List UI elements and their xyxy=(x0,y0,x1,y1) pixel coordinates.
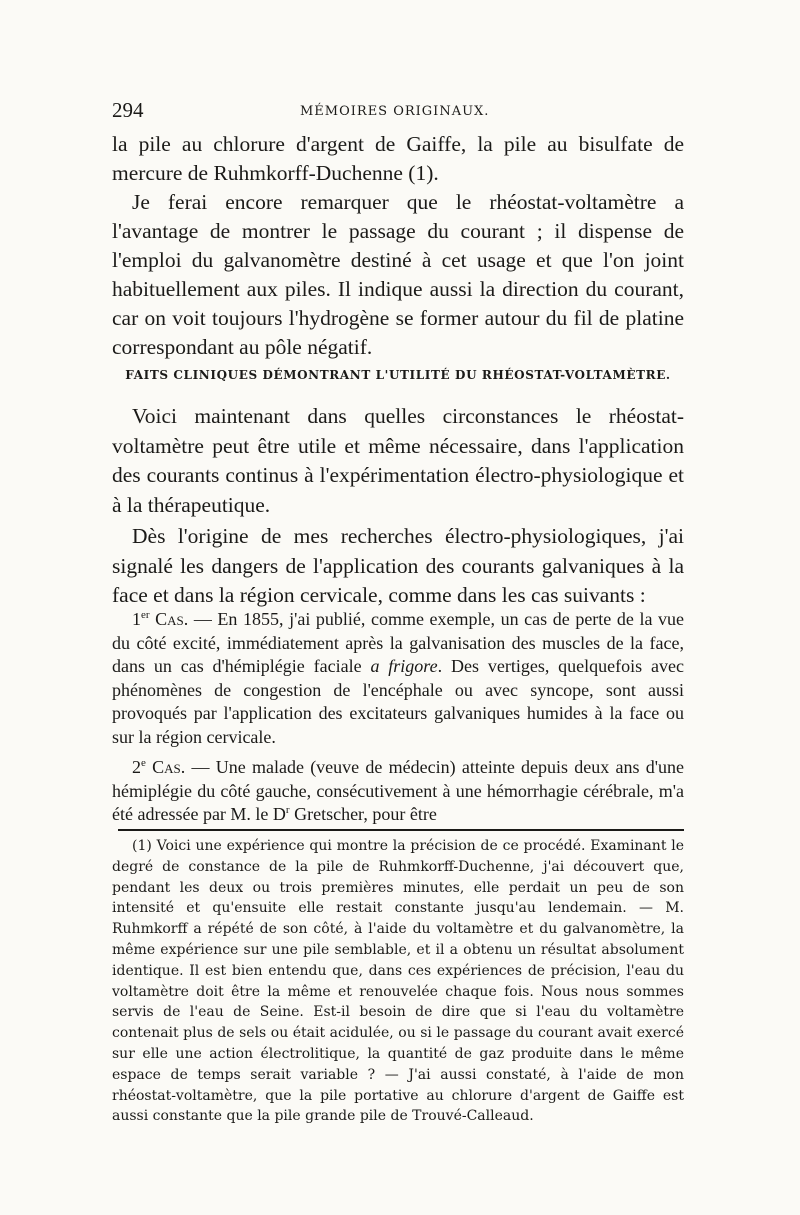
case-list xyxy=(112,608,684,834)
paragraph: Je ferai encore remarquer que le rhéostat-voltamètre a l'avantage de montrer le passage du courant ; il dispense de l'emploi du galvanomètre destiné à cet usage et que l'on joint habituellement aux piles. Il indique aussi la direction du courant, car on voit toujours l'hydrogène se former autour du fil de platine correspondant au pôle négatif. xyxy=(112,190,684,359)
section-heading: FAITS CLINIQUES DÉMONTRANT L'UTILITÉ DU RHÉOSTAT-VOLTAMÈTRE. xyxy=(125,368,671,382)
case-number: 2 xyxy=(132,757,141,777)
case-paragraph xyxy=(112,756,684,827)
case-ordinal: er xyxy=(141,609,150,621)
section-body xyxy=(112,402,684,613)
case-paragraph xyxy=(112,608,684,749)
case-text: Gretscher, pour être xyxy=(289,804,437,824)
page-header xyxy=(112,98,684,124)
running-head: MÉMOIRES ORIGINAUX. xyxy=(300,104,490,119)
footnote-text: (1) Voici une expérience qui montre la précision de ce procédé. Examinant le degré de constance de la pile de Ruhmkorff-Duchenne, j'ai découvert que, pendant les deux ou trois premières minutes, elle perdait un peu de son intensité et qu'ensuite elle restait constante jusqu'au lendemain. — M. Ruhmkorff a répété de son côté, à l'aide du voltamètre et du galvanomètre, la même expérience sur une pile semblable, et il a obtenu un résultat absolument identique. Il est bien entendu que, dans ces expériences de précision, l'eau du voltamètre doit être la même et renouvelée chaque fois. Nous nous sommes servis de l'eau de Seine. Est-il besoin de dire que si l'eau du voltamètre contenait plus de sels ou était acidulée, ou si le passage du courant avait exercé sur elle une action électrolitique, la quantité de gaz produite dans le même espace de temps serait variable ? — J'ai aussi constaté, à l'aide de mon rhéostat-voltamètre, que la pile portative au chlorure d'argent de Gaiffe est aussi constante que la pile grande pile de Trouvé-Calleaud. xyxy=(112,838,684,1125)
paragraph: Voici maintenant dans quelles circonstances le rhéostat-voltamètre peut être utile et même nécessaire, dans l'application des courants continus à l'expérimentation électro-physiologique et à la thérapeutique. xyxy=(112,404,684,517)
footnote-rule xyxy=(118,829,684,831)
case-ordinal: e xyxy=(141,757,146,769)
case-label: Cas. xyxy=(152,757,186,777)
case-text: . Des vertiges, quelquefois avec phénomènes de congestion de l'encéphale ou avec syncope, sont aussi provoqués par l'application des excitateurs galvaniques humides à la face ou sur la région cervicale. xyxy=(112,656,684,747)
paragraph: Dès l'origine de mes recherches électro-physiologiques, j'ai signalé les dangers de l'application des courants galvaniques à la face et dans la région cervicale, comme dans les cas suivants : xyxy=(112,524,684,607)
doctor-abbrev-sup: r xyxy=(285,804,290,816)
paragraph: la pile au chlorure d'argent de Gaiffe, la pile au bisulfate de mercure de Ruhmkorff-Duchenne (1). xyxy=(112,132,684,185)
case-italic: a frigore xyxy=(370,656,438,676)
case-label: Cas. xyxy=(155,609,189,629)
case-text: — En 1855, j'ai publié, comme exemple, un cas de perte de la vue du côté excité, immédiatement après la galvanisation des muscles de la face, dans un cas d'hémiplégie faciale xyxy=(112,609,685,676)
case-number: 1 xyxy=(132,609,141,629)
case-text: — Une malade (veuve de médecin) atteinte depuis deux ans d'une hémiplégie du côté gauche, consécutivement à une hémorrhagie cérébrale, m'a été adressée par M. le D xyxy=(112,757,684,824)
body-text xyxy=(112,130,684,362)
footnote xyxy=(112,836,684,1127)
page-number: 294 xyxy=(112,98,144,122)
